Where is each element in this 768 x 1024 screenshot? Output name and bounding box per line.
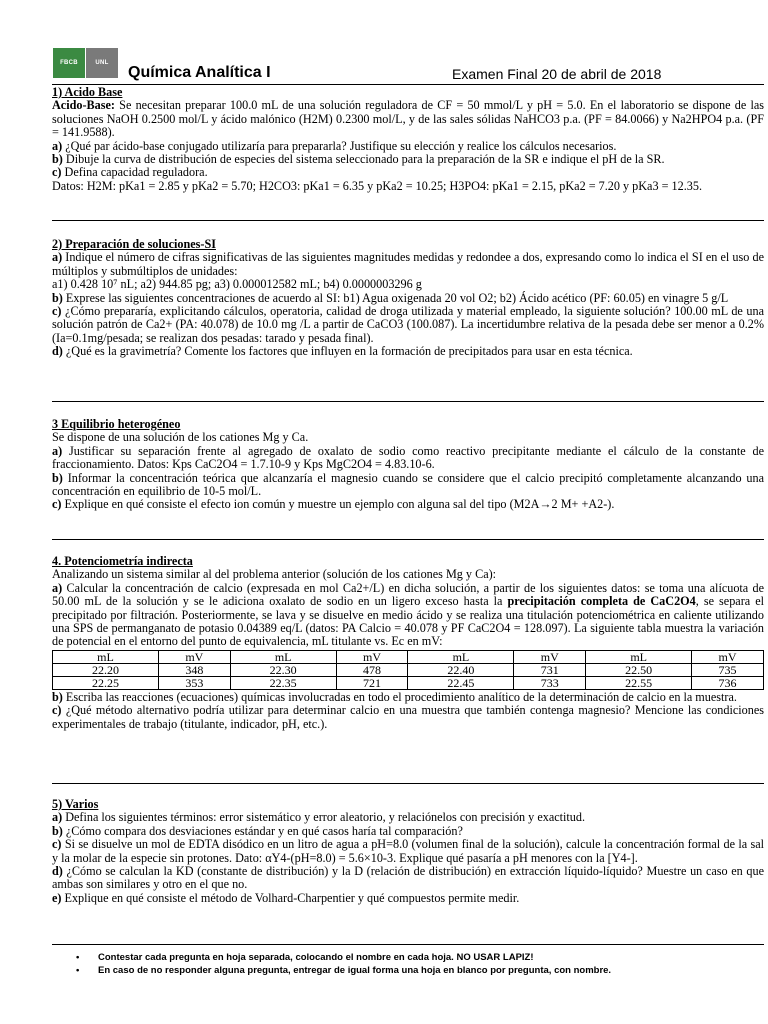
question-text: ¿Qué método alternativo podría utilizar para determinar calcio en una muestra que también contenga magnesio? Mencione las condiciones experimentales de trabajo (titulante, indicador, pH, etc.).	[52, 703, 765, 731]
question-b: b) Dibuje la curva de distribución de especies del sistema seleccionado para la preparación de la SR e indique el pH de la SR.	[52, 152, 665, 167]
section-acido-base	[52, 86, 764, 193]
intro-text: Se necesitan preparar 100.0 mL de una solución reguladora de CF = 50 mmol/L y pH = 5.0. En el laboratorio se dispone de las soluciones NaOH 0.2500 mol/L y ácido malónico (H2M) 0.2300 mol/L, y de las sales sólidas NaHCO3 p.a. (PF = 84.0066) y Na2HPO4 p.a. (PF = 141.9588).	[52, 98, 764, 140]
question-a: a) ¿Qué par ácido-base conjugado utilizaría para prepararla? Justifique su elección y realice los cálculos necesarios.	[52, 138, 617, 153]
question-text: ¿Qué es la gravimetría? Comente los factores que influyen en la formación de precipitados para usar en esta técnica.	[65, 344, 633, 359]
section-potenciometria	[52, 555, 764, 731]
section-heading: 4. Potenciometría indirecta	[52, 554, 193, 568]
instruction-item: • Contestar cada pregunta en hoja separada, colocando el nombre en cada hoja. NO USAR LAPIZ!	[76, 951, 611, 964]
question-c: c) Defina capacidad reguladora.	[52, 165, 208, 180]
header-cell: mV	[158, 650, 230, 663]
section-divider	[52, 783, 764, 784]
exam-date: Examen Final 20 de abril de 2018	[452, 66, 662, 82]
question-text: , se separa el precipitado por filtración. Posteriormente, se lava y se disuelve en medio ácido y se realiza una titulación potenciométrica en caliente utilizando una SPS de permanganato de potasio 0.04389 eq/L (datos: PA Calcio = 40.078 y PF CaC2O4 = 128.097). La siguiente tabla muestra la variación de potencial en el entorno del punto de equivalencia, mL titulante vs. Ec en mV:	[52, 594, 765, 649]
question-text: Explique en qué consiste el método de Volhard-Charpentier y qué compuestos permite medir.	[64, 890, 520, 905]
table-cell: 22.55	[586, 676, 692, 689]
question-text: Defina capacidad reguladora.	[64, 165, 208, 180]
section-divider	[52, 539, 764, 540]
question-e: e) Explique en qué consiste el método de Volhard-Charpentier y qué compuestos permite medir.	[52, 890, 520, 905]
question-text: Si se disuelve un mol de EDTA disódico en un litro de agua a pH=8.0 (volumen final de la solución), calcule la concentración formal de la sal y la molar de la especie sin protones. Dato: αY4-(pH=8.0) = 5.6×10-3. Explique qué pasaría a pH menores con la [Y4-].	[52, 837, 764, 865]
question-emphasis: precipitación completa de CaC2O4	[507, 594, 696, 609]
question-text: Justificar su separación frente al agregado de oxalato de sodio como reactivo precipitante mediante el cálculo de la constante de fraccionamiento. Datos: Kps CaC2O4 = 1.7.10-9 y Kps MgC2O4 = 4.83.10-6.	[52, 443, 764, 472]
table-row	[53, 676, 764, 689]
question-text: ¿Cómo se calculan la KD (constante de distribución) y la D (relación de distribución) en extracción líquido-líquido? Muestre un caso en que ambas son similares y otro en el que no.	[52, 864, 765, 892]
question-b: b) Exprese las siguientes concentraciones de acuerdo al SI: b1) Agua oxigenada 20 vol O2; b2) Ácido acético (PF: 60.05) en vinagre 5 g/L	[52, 290, 729, 305]
question-a: a) Justificar su separación frente al agregado de oxalato de sodio como reactivo precipitante mediante el cálculo de la constante de fraccionamiento. Datos: Kps CaC2O4 = 1.7.10-9 y Kps MgC2O4 = 4.83.10-6.	[52, 443, 764, 472]
header-cell: mV	[336, 650, 408, 663]
titration-table	[52, 650, 764, 690]
question-d: d) ¿Cómo se calculan la KD (constante de distribución) y la D (relación de distribución) en extracción líquido-líquido? Muestre un caso en que ambas son similares y otro en el que no.	[52, 864, 765, 892]
table-cell: 733	[514, 676, 586, 689]
header-cell: mL	[408, 650, 514, 663]
table-cell: 721	[336, 676, 408, 689]
intro-text: Analizando un sistema similar al del problema anterior (solución de los cationes Mg y Ca):	[52, 567, 497, 582]
table-cell: 22.30	[230, 663, 336, 676]
table-cell: 22.40	[408, 663, 514, 676]
table-cell: 22.25	[53, 676, 159, 689]
question-a: a) Defina los siguientes términos: error sistemático y error aleatorio, y relaciónelos con precisión y exactitud.	[52, 810, 586, 825]
table-cell: 731	[514, 663, 586, 676]
question-text: Exprese las siguientes concentraciones de acuerdo al SI: b1) Agua oxigenada 20 vol O2; b2) Ácido acético (PF: 60.05) en vinagre 5 g/L	[65, 290, 729, 305]
intro-label: Acido-Base:	[52, 98, 115, 113]
question-a-list: a1) 0.428 10⁷ nL; a2) 944.85 pg; a3) 0.000012582 mL; b4) 0.0000003296 g	[52, 277, 422, 292]
table-cell: 22.35	[230, 676, 336, 689]
question-text: Defina los siguientes términos: error sistemático y error aleatorio, y relaciónelos con precisión y exactitud.	[65, 810, 586, 825]
table-cell: 478	[336, 663, 408, 676]
header-cell: mL	[53, 650, 159, 663]
question-a: a) Indique el número de cifras significativas de las siguientes magnitudes medidas y redondee a dos, expresando como lo indica el SI en el uso de múltiplos y submúltiplos de unidades:	[52, 250, 764, 278]
instruction-item: • En caso de no responder alguna pregunta, entregar de igual forma una hoja en blanco por pregunta, con nombre.	[76, 964, 611, 977]
question-text: ¿Cómo compara dos desviaciones estándar y en qué casos haría tal comparación?	[65, 823, 463, 838]
question-c: c) Explique en qué consiste el efecto ion común y muestre un ejemplo con alguna sal del tipo (M2A→2 M+ +A2-).	[52, 497, 615, 512]
table-row	[53, 663, 764, 676]
question-d: d) ¿Qué es la gravimetría? Comente los factores que influyen en la formación de precipitados para usar en esta técnica.	[52, 344, 633, 359]
table-cell: 353	[158, 676, 230, 689]
question-c: c) ¿Cómo prepararía, explicitando cálculos, operatoria, calidad de droga utilizada y material empleado, la siguiente solución? 100.00 mL de una solución patrón de Ca2+ (PA: 40.078) de 10.0 mg /L a partir de CaCO3 (100.087). La incertidumbre relativa de la pesada debe ser menor a 0.2% (Ia=0.1mg/pesada; se realizan dos pesadas: tarado y pesada final).	[52, 304, 764, 345]
question-b: b) Informar la concentración teórica que alcanzaría el magnesio cuando se considere que el calcio precipitó completamente alcanzando una concentración en equilibrio de 10-5 mol/L.	[52, 470, 764, 499]
fbcb-logo: FBCB	[53, 48, 85, 78]
question-c: c) Si se disuelve un mol de EDTA disódico en un litro de agua a pH=8.0 (volumen final de la solución), calcule la concentración formal de la sal y la molar de la especie sin protones. Dato: αY4-(pH=8.0) = 5.6×10-3. Explique qué pasaría a pH menores con la [Y4-].	[52, 837, 764, 865]
section-heading: 5) Varios	[52, 797, 99, 811]
question-text: Explique en qué consiste el efecto ion común y muestre un ejemplo con alguna sal del tipo (M2A→2 M+ +A2-).	[64, 497, 615, 512]
paragraph	[52, 99, 764, 139]
question-text: Dibuje la curva de distribución de especies del sistema seleccionado para la preparación de la SR e indique el pH de la SR.	[65, 152, 665, 167]
section-heading: 1) Acido Base	[52, 85, 123, 99]
section-equilibrio	[52, 418, 764, 512]
question-text: Informar la concentración teórica que alcanzaría el magnesio cuando se considere que el calcio precipitó completamente alcanzando una concentración en equilibrio de 10-5 mol/L.	[52, 470, 764, 499]
question-b: b) ¿Cómo compara dos desviaciones estándar y en qué casos haría tal comparación?	[52, 823, 463, 838]
table-cell: 348	[158, 663, 230, 676]
question-text: ¿Qué par ácido-base conjugado utilizaría para prepararla? Justifique su elección y realice los cálculos necesarios.	[65, 138, 617, 153]
course-title: Química Analítica I	[128, 64, 271, 81]
question-text: Indique el número de cifras significativas de las siguientes magnitudes medidas y redondee a dos, expresando como lo indica el SI en el uso de múltiplos y submúltiplos de unidades:	[52, 250, 764, 278]
institution-logos	[53, 48, 118, 78]
section-soluciones-si	[52, 238, 764, 359]
header-cell: mL	[230, 650, 336, 663]
table-cell: 22.45	[408, 676, 514, 689]
instructions-list	[76, 951, 611, 977]
section-heading: 2) Preparación de soluciones-SI	[52, 237, 216, 251]
header-cell: mL	[586, 650, 692, 663]
table-cell: 22.20	[53, 663, 159, 676]
header-cell: mV	[692, 650, 764, 663]
question-text: ¿Cómo prepararía, explicitando cálculos, operatoria, calidad de droga utilizada y material empleado, la siguiente solución? 100.00 mL de una solución patrón de Ca2+ (PA: 40.078) de 10.0 mg /L a partir de CaCO3 (100.087). La incertidumbre relativa de la pesada debe ser menor a 0.2% (Ia=0.1mg/pesada; se realizan dos pesadas: tarado y pesada final).	[52, 304, 764, 345]
table-cell: 22.50	[586, 663, 692, 676]
section-divider	[52, 220, 764, 221]
header-divider	[52, 84, 764, 85]
section-varios	[52, 798, 764, 905]
header-cell: mV	[514, 650, 586, 663]
datos-line: Datos: H2M: pKa1 = 2.85 y pKa2 = 5.70; H2CO3: pKa1 = 6.35 y pKa2 = 10.25; H3PO4: pKa1 = 2.15, pKa2 = 7.20 y pKa3 = 12.35.	[52, 178, 702, 193]
table-cell: 735	[692, 663, 764, 676]
question-a: a) Calcular la concentración de calcio (expresada en mol Ca2+/L) en dicha solución, a partir de los siguientes datos: se toma una alícuota de 50.00 mL de la solución y se le adiciona oxalato de sodio en un ligero exceso hasta la precipitación completa de CaC2O4, se separa el precipitado por filtración. Posteriormente, se lava y se disuelve en medio ácido y se realiza una titulación potenciométrica en caliente utilizando una SPS de permanganato de potasio 0.04389 eq/L (datos: PA Calcio = 40.078 y PF CaC2O4 = 128.097). La siguiente tabla muestra la variación de potencial en el entorno del punto de equivalencia, mL titulante vs. Ec en mV:	[52, 580, 765, 649]
table-cell: 736	[692, 676, 764, 689]
footer-divider	[52, 944, 764, 945]
question-b: b) Escriba las reacciones (ecuaciones) químicas involucradas en todo el procedimiento analítico de la determinación de calcio en la muestra.	[52, 689, 737, 704]
table-header-row	[53, 650, 764, 663]
question-text: Escriba las reacciones (ecuaciones) químicas involucradas en todo el procedimiento analítico de la determinación de calcio en la muestra.	[65, 689, 737, 704]
section-divider	[52, 401, 764, 402]
question-c: c) ¿Qué método alternativo podría utilizar para determinar calcio en una muestra que también contenga magnesio? Mencione las condiciones experimentales de trabajo (titulante, indicador, pH, etc.).	[52, 703, 765, 731]
section-heading: 3 Equilibrio heterogéneo	[52, 417, 181, 431]
unl-logo: UNL	[86, 48, 118, 78]
question-text: Calcular la concentración de calcio (expresada en mol Ca2+/L) en dicha solución, a partir de los siguientes datos: se toma una alícuota de 50.00 mL de la solución y se le adiciona oxalato de sodio en un ligero exceso hasta la	[52, 580, 764, 609]
intro-text: Se dispone de una solución de los cationes Mg y Ca.	[52, 430, 309, 445]
